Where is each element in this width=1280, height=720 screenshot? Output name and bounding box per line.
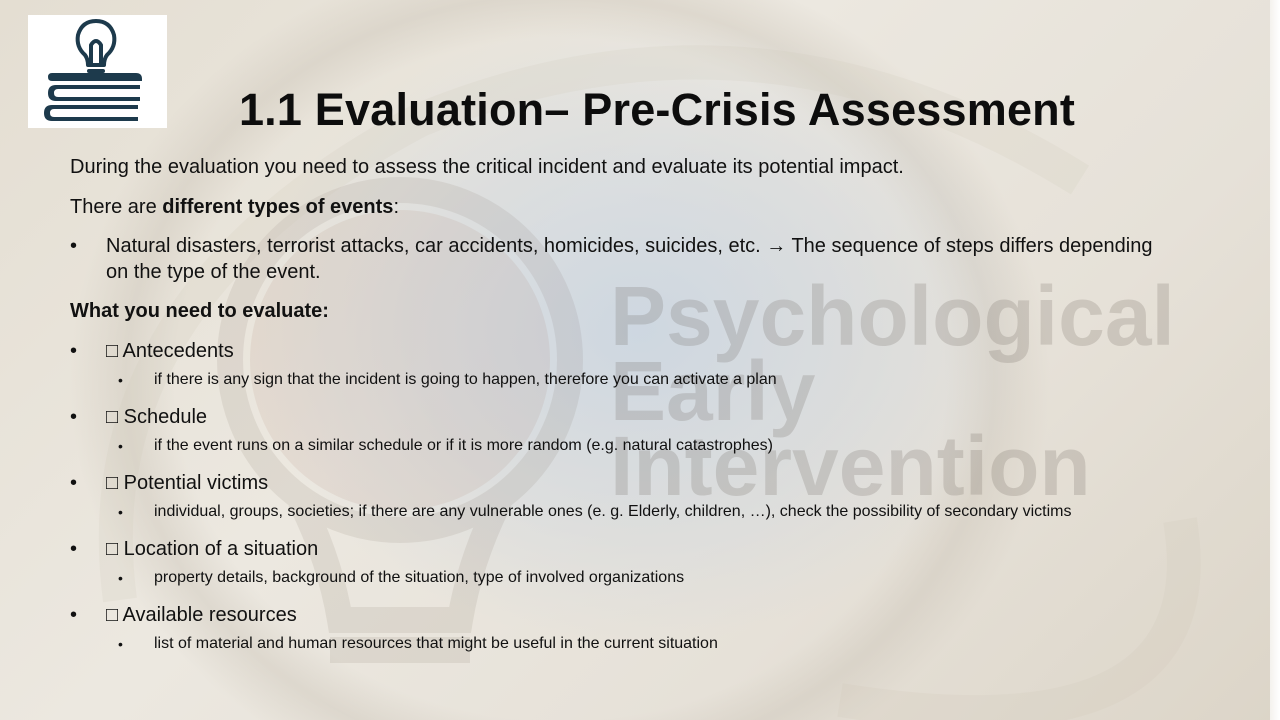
watermark-line-2: Early (610, 344, 816, 438)
bullet-icon: • (118, 636, 123, 652)
event-types-prefix: There are (70, 196, 163, 218)
watermark-line-1: Psychological (610, 269, 1175, 363)
item-label: □ Potential victims (106, 472, 269, 494)
item-label: □ Antecedents (106, 340, 234, 362)
bullet-icon: • (70, 340, 78, 362)
item-label: □ Schedule (106, 406, 208, 428)
watermark-line-3: Intervention (610, 419, 1091, 513)
bullet-icon: • (70, 604, 78, 626)
bullet-icon: • (70, 472, 78, 494)
bullet-icon: • (118, 372, 123, 388)
item-detail: if there is any sign that the incident is going to happen, therefore you can activate a plan (154, 371, 777, 388)
intro-paragraph: During the evaluation you need to assess the critical incident and evaluate its potential impact. (70, 156, 904, 178)
bullet-icon: • (118, 438, 123, 454)
item-detail: individual, groups, societies; if there are any vulnerable ones (e. g. Elderly, children, …), check the possibility of secondary victims (154, 503, 1072, 520)
event-types-bold: different types of events (162, 196, 394, 218)
event-types-paragraph (70, 194, 399, 220)
item-detail: property details, background of the situation, type of involved organizations (154, 569, 685, 586)
item-detail: list of material and human resources that might be useful in the current situation (154, 635, 718, 652)
slide-title: 1.1 Evaluation– Pre-Crisis Assessment (238, 84, 1076, 135)
bullet-icon: • (70, 538, 78, 560)
lightbulb-books-icon (28, 15, 167, 128)
bullet-icon: • (118, 570, 123, 586)
right-edge-strip (1270, 0, 1280, 720)
item-label: □ Available resources (106, 604, 297, 626)
logo (28, 15, 167, 128)
evaluate-heading: What you need to evaluate: (70, 300, 329, 322)
bullet-icon: • (118, 504, 123, 520)
events-bullet-text: Natural disasters, terrorist attacks, car accidents, homicides, suicides, etc. → The sequence of steps differs depending on the type of the event. (106, 235, 1153, 283)
item-label: □ Location of a situation (106, 538, 319, 560)
bullet-icon: • (70, 406, 78, 428)
item-detail: if the event runs on a similar schedule or if it is more random (e.g. natural catastrophes) (154, 437, 773, 454)
bullet-icon: • (70, 235, 78, 257)
event-types-suffix: : (393, 196, 399, 218)
